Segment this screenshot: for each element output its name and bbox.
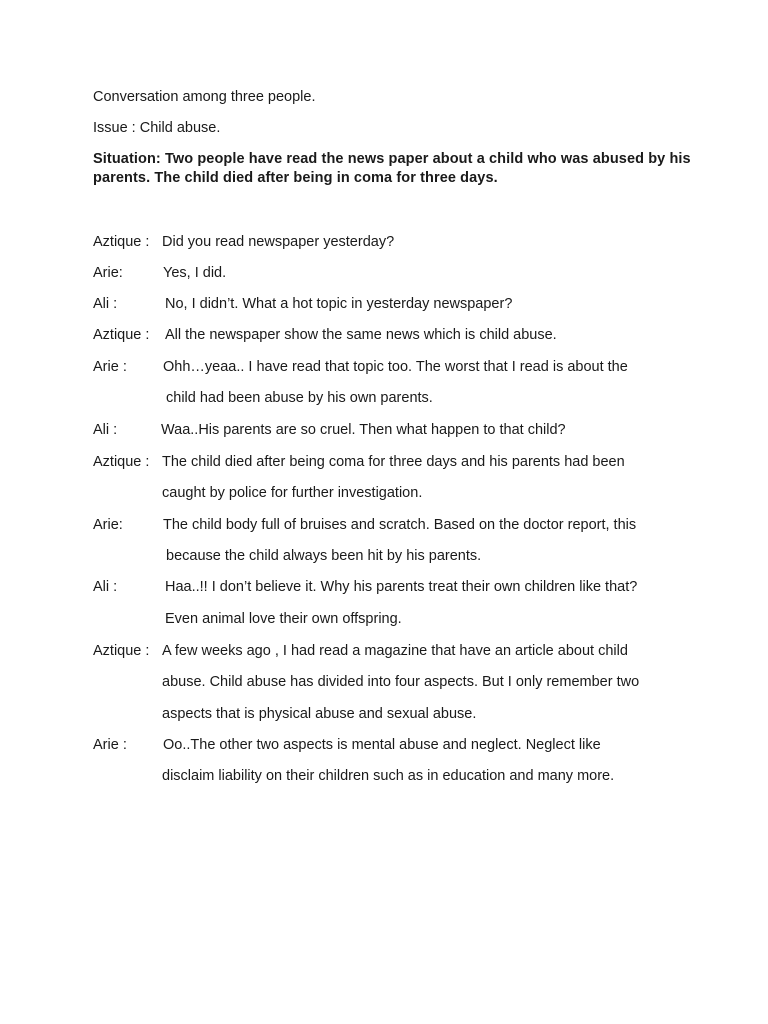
- speech-line: Waa..His parents are so cruel. Then what happen to that child?: [161, 422, 566, 438]
- situation-paragraph: Situation: Two people have read the news paper about a child who was abused by his parents. The child died after being in coma for three days.: [93, 151, 691, 186]
- speech-line: abuse. Child abuse has divided into four aspects. But I only remember two: [162, 674, 640, 690]
- speaker-label: Aztique :: [93, 454, 150, 470]
- speaker-label: Arie:: [93, 265, 123, 281]
- speech-line: Did you read newspaper yesterday?: [162, 234, 395, 250]
- speech-line: Even animal love their own offspring.: [165, 611, 402, 627]
- speaker-label: Arie :: [93, 359, 127, 375]
- speech-line: A few weeks ago , I had read a magazine that have an article about child: [162, 643, 628, 659]
- speech-line: because the child always been hit by his parents.: [166, 548, 482, 564]
- speaker-label: Aztique :: [93, 643, 150, 659]
- speaker-label: Ali :: [93, 296, 118, 312]
- speech-line: Ohh…yeaa.. I have read that topic too. The worst that I read is about the: [163, 359, 628, 375]
- speech-line: No, I didn’t. What a hot topic in yesterday newspaper?: [165, 296, 513, 312]
- speaker-label: Ali :: [93, 579, 118, 595]
- speaker-label: Aztique :: [93, 234, 150, 250]
- speech-line: disclaim liability on their children such as in education and many more.: [162, 768, 615, 784]
- speech-line: All the newspaper show the same news which is child abuse.: [165, 327, 557, 343]
- speech-line: child had been abuse by his own parents.: [166, 390, 433, 406]
- speech-line: caught by police for further investigation.: [162, 485, 423, 501]
- speaker-label: Aztique :: [93, 327, 150, 343]
- speech-line: Yes, I did.: [163, 265, 227, 281]
- issue-line: Issue : Child abuse.: [93, 120, 221, 136]
- speech-line: Oo..The other two aspects is mental abuse and neglect. Neglect like: [163, 737, 601, 753]
- speech-line: The child died after being coma for three days and his parents had been: [162, 454, 625, 470]
- speaker-label: Arie:: [93, 517, 123, 533]
- conversation-heading: Conversation among three people.: [93, 89, 316, 105]
- speech-line: The child body full of bruises and scratch. Based on the doctor report, this: [163, 517, 637, 533]
- speech-line: aspects that is physical abuse and sexual abuse.: [162, 706, 477, 722]
- speech-line: Haa..!! I don’t believe it. Why his parents treat their own children like that?: [165, 579, 638, 595]
- speaker-label: Arie :: [93, 737, 127, 753]
- speaker-label: Ali :: [93, 422, 118, 438]
